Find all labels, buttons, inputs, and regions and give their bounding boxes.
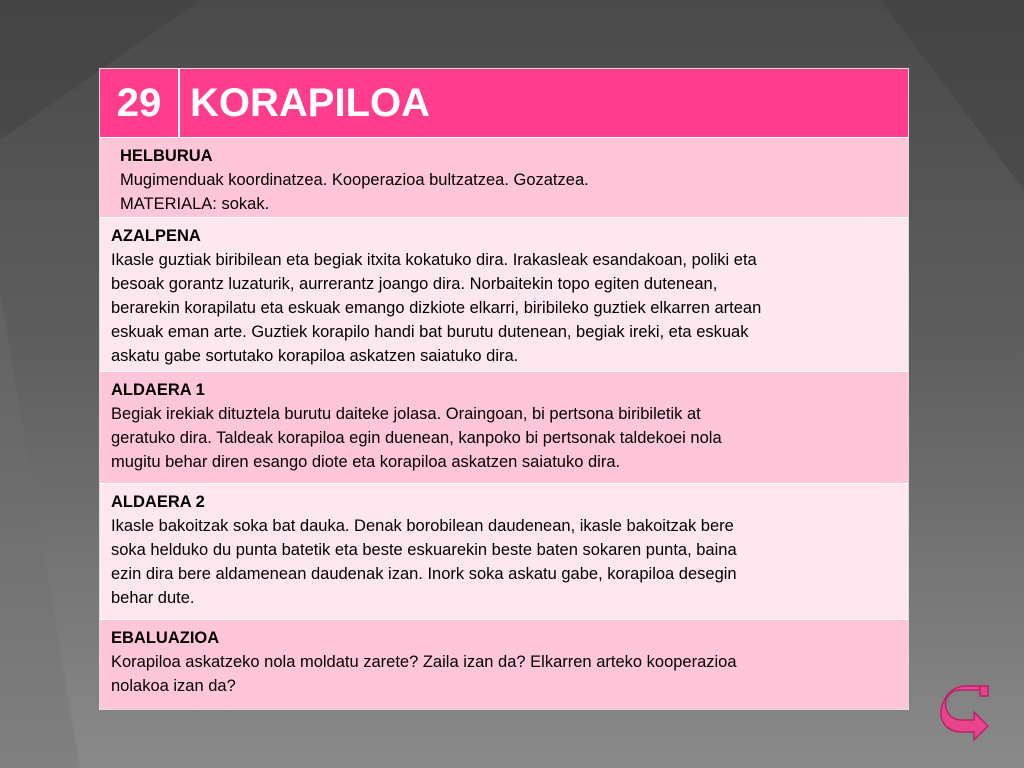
section-line: besoak gorantz luzaturik, aurrerantz joango dira. Norbaitekin topo egiten dutenean, <box>111 275 718 293</box>
section-line: eskuak eman arte. Guztiek korapilo handi bat burutu dutenean, begiak ireki, eta eskuak <box>111 323 749 341</box>
section-aldaera-2 <box>100 483 908 619</box>
section-line: Ikasle guztiak biribilean eta begiak itxita kokatuko dira. Irakasleak esandakoan, poliki eta <box>111 251 757 269</box>
section-heading: HELBURUA <box>120 147 213 165</box>
activity-card <box>99 68 909 710</box>
section-line: behar dute. <box>111 589 195 607</box>
section-line: nolakoa izan da? <box>111 677 236 695</box>
section-line: mugitu behar diren esango diote eta korapiloa askatzen saiatuko dira. <box>111 453 621 471</box>
section-line: ezin dira bere aldamenean daudenak izan. Inork soka askatu gabe, korapiloa desegin <box>111 565 737 583</box>
section-heading: ALDAERA 2 <box>111 493 205 511</box>
section-line: berarekin korapilatu eta eskuak emango dizkiote elkarri, biribileko guztiek elkarren artean <box>111 299 762 317</box>
section-line: Korapiloa askatzeko nola moldatu zarete? Zaila izan da? Elkarren arteko kooperazioa <box>111 653 737 671</box>
section-helburua <box>100 137 908 217</box>
section-ebaluazioa <box>100 619 908 709</box>
section-line: Mugimenduak koordinatzea. Kooperazioa bultzatzea. Gozatzea. <box>120 171 589 189</box>
section-line: Ikasle bakoitzak soka bat dauka. Denak borobilean daudenean, ikasle bakoitzak bere <box>111 517 734 535</box>
section-line: geratuko dira. Taldeak korapiloa egin duenean, kanpoko bi pertsonak taldekoei nola <box>111 429 722 447</box>
section-heading: EBALUAZIOA <box>111 629 220 647</box>
activity-title: KORAPILOA <box>180 69 908 137</box>
section-line: askatu gabe sortutako korapiloa askatzen saiatuko dira. <box>111 347 519 365</box>
activity-number: 29 <box>100 69 180 137</box>
section-heading: AZALPENA <box>111 227 201 245</box>
back-arrow-icon <box>940 684 992 744</box>
section-heading: ALDAERA 1 <box>111 381 205 399</box>
section-line: MATERIALA: sokak. <box>120 195 270 213</box>
card-header <box>100 69 908 137</box>
section-azalpena <box>100 217 908 371</box>
back-button[interactable] <box>940 684 992 744</box>
section-line: soka helduko du punta batetik eta beste eskuarekin beste baten sokaren punta, baina <box>111 541 737 559</box>
section-line: Begiak irekiak dituztela burutu daiteke jolasa. Oraingoan, bi pertsona biribiletik at <box>111 405 701 423</box>
section-aldaera-1 <box>100 371 908 483</box>
